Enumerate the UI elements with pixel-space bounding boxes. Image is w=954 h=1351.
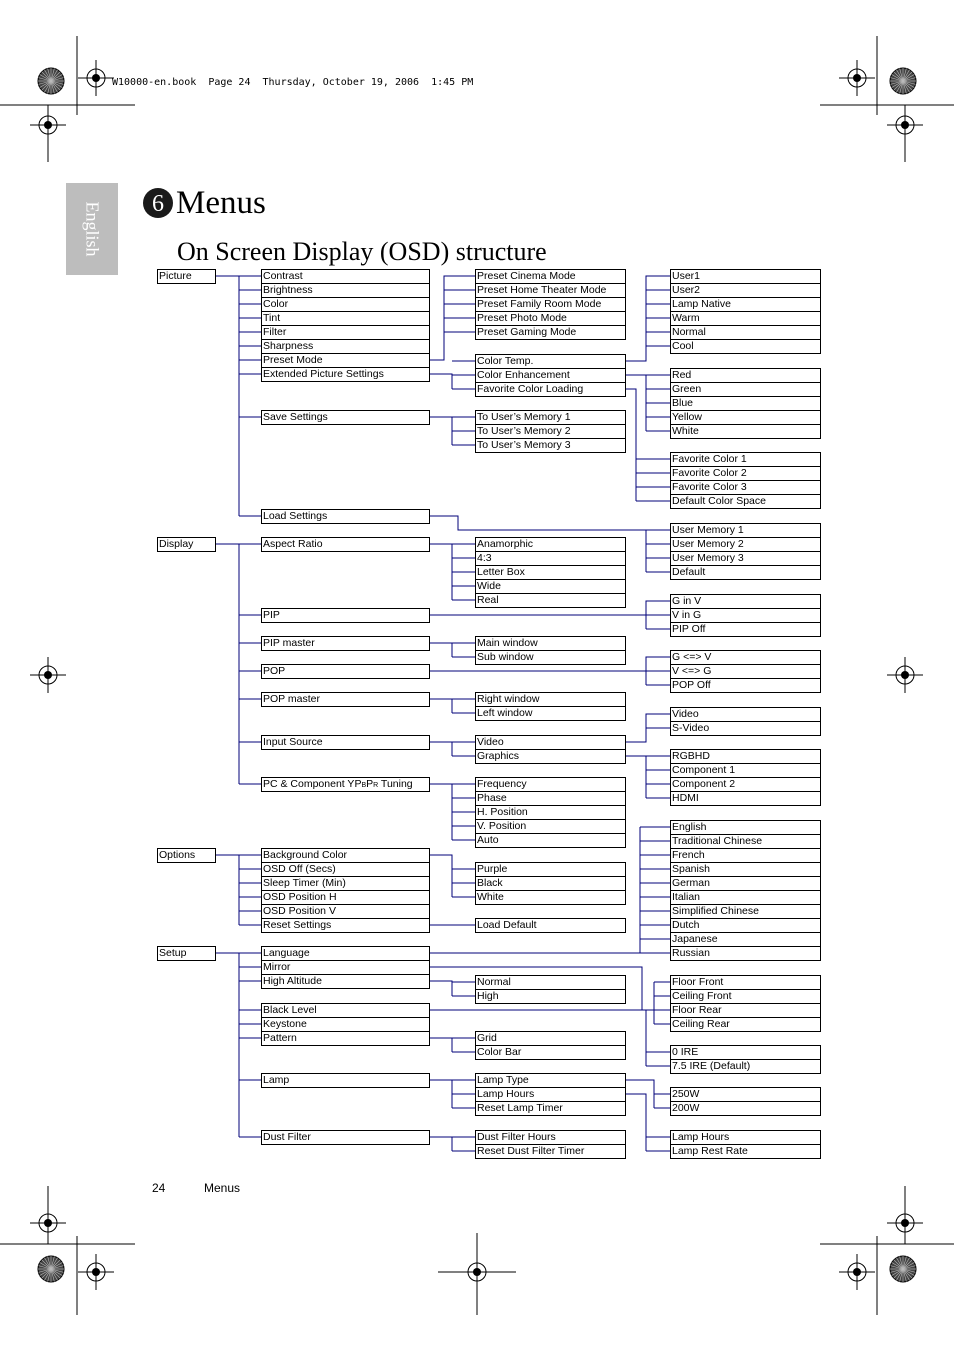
pip-options-item: V in G <box>671 609 820 623</box>
dust-filter-items <box>475 1130 626 1159</box>
options-items-item: Reset Settings <box>263 919 332 931</box>
lamp <box>261 1073 430 1088</box>
setup-items-2 <box>261 1003 430 1046</box>
video-input-options-item: S-Video <box>672 722 710 734</box>
tuning-options-item: Auto <box>477 834 499 846</box>
tuning-label-part: Tuning <box>378 778 413 790</box>
options-items-item: OSD Off (Secs) <box>262 863 429 877</box>
pip-master-options <box>475 636 626 665</box>
pop-options-item: POP Off <box>672 679 711 691</box>
pc-component-tuning-item <box>262 778 429 792</box>
connector-line <box>430 981 452 996</box>
input-source <box>261 735 430 750</box>
menu-options <box>157 848 216 863</box>
setup-items-2-item: Pattern <box>263 1032 297 1044</box>
connector-line <box>430 1038 452 1052</box>
pop-master <box>261 692 430 707</box>
setup-items-2-item: Black Level <box>262 1004 429 1018</box>
language-options-item: English <box>671 821 820 835</box>
color-enhancement-options <box>670 368 821 439</box>
language-options-item: Spanish <box>671 863 820 877</box>
connector-line <box>430 742 452 756</box>
color-enhancement-options-item: Red <box>671 369 820 383</box>
lamp-type-options <box>670 1087 821 1116</box>
connector-line <box>430 855 452 897</box>
menu-picture-item: Picture <box>159 270 192 282</box>
tuning-label-part: P <box>366 778 374 790</box>
mirror-options <box>670 975 821 1032</box>
lamp-hours-options-item: Lamp Hours <box>671 1131 820 1145</box>
tuning-options-item: Phase <box>476 792 625 806</box>
setup-items-item: Language <box>262 947 429 961</box>
language-options-item: Dutch <box>671 919 820 933</box>
picture-items-item: Brightness <box>262 284 429 298</box>
video-input-options-item: Video <box>671 708 820 722</box>
language-options-item: Simplified Chinese <box>671 905 820 919</box>
aspect-ratio-options-item: Anamorphic <box>476 538 625 552</box>
pop-options <box>670 650 821 693</box>
background-color-options-item: Purple <box>476 863 625 877</box>
options-items-item: OSD Position H <box>262 891 429 905</box>
picture-items-item: Preset Mode <box>262 354 429 368</box>
lamp-items-item: Lamp Type <box>476 1074 625 1088</box>
pop-master-options <box>475 692 626 721</box>
lamp-items <box>475 1073 626 1116</box>
save-memory-slots <box>475 410 626 453</box>
pip-item: PIP <box>263 609 280 621</box>
preset-modes-item: Preset Family Room Mode <box>476 298 625 312</box>
dust-filter-items-item: Dust Filter Hours <box>476 1131 625 1145</box>
dust-filter-item: Dust Filter <box>263 1131 311 1143</box>
tuning-label-part: PC & Component YP <box>263 778 362 790</box>
menu-display <box>157 537 216 552</box>
connector-line <box>626 1094 646 1151</box>
input-source-options-item: Graphics <box>477 750 520 762</box>
high-altitude-options-item: Normal <box>476 976 625 990</box>
pop-master-item: POP master <box>263 693 320 705</box>
pop-master-options-item: Right window <box>476 693 625 707</box>
lamp-item: Lamp <box>263 1074 290 1086</box>
tuning-options-item: Frequency <box>476 778 625 792</box>
pip-master <box>261 636 430 651</box>
high-altitude-options <box>475 975 626 1004</box>
save-settings-item: Save Settings <box>263 411 328 423</box>
page-number: 24 <box>152 1181 166 1195</box>
connector-line <box>216 953 239 1137</box>
extended-picture-items-item: Color Temp. <box>476 355 625 369</box>
graphics-input-options <box>670 749 821 806</box>
tuning-label-part: B <box>361 782 367 789</box>
load-default <box>475 918 626 933</box>
color-enhancement-options-item: Green <box>671 383 820 397</box>
options-items-item: OSD Position V <box>262 905 429 919</box>
connector-line <box>430 643 452 657</box>
color-temp-options-item: Cool <box>672 340 694 352</box>
preset-modes-item: Preset Cinema Mode <box>476 270 625 284</box>
menu-setup <box>157 946 216 961</box>
aspect-ratio-item: Aspect Ratio <box>263 538 323 550</box>
favorite-color-options-item: Default Color Space <box>672 495 766 507</box>
graphics-input-options-item: RGBHD <box>671 750 820 764</box>
graphics-input-options-item: HDMI <box>672 792 699 804</box>
tuning-label-part: R <box>373 782 379 789</box>
footer-label: Menus <box>204 1181 241 1195</box>
connector-line <box>430 784 452 840</box>
lamp-type-options-item: 200W <box>672 1102 700 1114</box>
color-enhancement-options-item: Yellow <box>671 411 820 425</box>
black-level-options-item: 0 IRE <box>671 1046 820 1060</box>
tuning-options-item: H. Position <box>476 806 625 820</box>
picture-items-item: Contrast <box>262 270 429 284</box>
color-temp-options <box>670 269 821 354</box>
extended-picture-items-item: Color Enhancement <box>476 369 625 383</box>
lamp-type-options-item: 250W <box>671 1088 820 1102</box>
pop-master-options-item: Left window <box>477 707 533 719</box>
chapter-title: Menus <box>176 185 266 221</box>
connector-line <box>216 544 239 784</box>
aspect-ratio-options <box>475 537 626 608</box>
color-temp-options-item: User2 <box>671 284 820 298</box>
save-memory-slots-item: To User’s Memory 2 <box>476 425 625 439</box>
connector-line <box>430 516 670 530</box>
pip-options <box>670 594 821 637</box>
load-default-item: Load Default <box>477 919 537 931</box>
favorite-color-options-item: Favorite Color 1 <box>671 453 820 467</box>
dust-filter-items-item: Reset Dust Filter Timer <box>477 1145 585 1157</box>
load-settings-item: Load Settings <box>263 510 328 522</box>
language-options <box>670 820 821 961</box>
setup-items-item: High Altitude <box>263 975 322 987</box>
language-tab-label: English <box>82 201 103 257</box>
pop <box>261 664 430 679</box>
load-memory-options-item: User Memory 3 <box>671 552 820 566</box>
load-memory-options-item: Default <box>672 566 706 578</box>
setup-items-item: Mirror <box>262 961 429 975</box>
mirror-options-item: Ceiling Rear <box>672 1018 730 1030</box>
color-enhancement-options-item: Blue <box>671 397 820 411</box>
aspect-ratio-options-item: 4:3 <box>476 552 625 566</box>
preset-modes <box>475 269 626 340</box>
input-source-options <box>475 735 626 764</box>
picture-items-item: Tint <box>262 312 429 326</box>
picture-items <box>261 269 430 382</box>
load-memory-options-item: User Memory 2 <box>671 538 820 552</box>
pattern-options-item: Color Bar <box>477 1046 522 1058</box>
tuning-options-item: V. Position <box>476 820 625 834</box>
graphics-input-options-item: Component 1 <box>671 764 820 778</box>
extended-picture-items <box>475 354 626 397</box>
load-memory-options-item: User Memory 1 <box>671 524 820 538</box>
connector-line <box>430 544 452 600</box>
lamp-hours-options <box>670 1130 821 1159</box>
picture-items-item: Color <box>262 298 429 312</box>
pip-master-options-item: Sub window <box>477 651 534 663</box>
favorite-color-options <box>670 452 821 509</box>
preset-modes-item: Preset Gaming Mode <box>477 326 577 338</box>
connector-line <box>430 374 452 389</box>
preset-modes-item: Preset Home Theater Mode <box>476 284 625 298</box>
mirror-options-item: Floor Rear <box>671 1004 820 1018</box>
language-options-item: Russian <box>672 947 710 959</box>
input-source-item: Input Source <box>263 736 323 748</box>
background-color-options-item: White <box>477 891 504 903</box>
black-level-options <box>670 1045 821 1074</box>
section-title: On Screen Display (OSD) structure <box>177 237 547 266</box>
favorite-color-options-item: Favorite Color 3 <box>671 481 820 495</box>
lamp-items-item: Reset Lamp Timer <box>477 1102 563 1114</box>
color-temp-options-item: Warm <box>671 312 820 326</box>
background-color-options-item: Black <box>476 877 625 891</box>
connector-line <box>216 276 239 516</box>
aspect-ratio <box>261 537 430 552</box>
pop-item: POP <box>263 665 286 677</box>
color-enhancement-options-item: White <box>672 425 699 437</box>
connector-line <box>430 699 452 713</box>
setup-items-2-item: Keystone <box>262 1018 429 1032</box>
print-header: W10000-en.book Page 24 Thursday, October 19, 2006 1:45 PM <box>112 77 474 88</box>
picture-items-item: Sharpness <box>262 340 429 354</box>
save-settings <box>261 410 430 425</box>
pattern-options-item: Grid <box>476 1032 625 1046</box>
connector-line <box>430 417 452 445</box>
chapter-number: 6 <box>143 188 173 218</box>
aspect-ratio-options-item: Letter Box <box>476 566 625 580</box>
save-memory-slots-item: To User’s Memory 1 <box>476 411 625 425</box>
menu-picture <box>157 269 216 284</box>
options-items-item: Background Color <box>262 849 429 863</box>
options-items <box>261 848 430 933</box>
pop-options-item: V <=> G <box>671 665 820 679</box>
language-options-item: German <box>671 877 820 891</box>
aspect-ratio-options-item: Wide <box>476 580 625 594</box>
video-input-options <box>670 707 821 736</box>
input-source-options-item: Video <box>476 736 625 750</box>
connector-line <box>626 756 646 798</box>
pc-component-tuning <box>261 777 430 792</box>
preset-modes-item: Preset Photo Mode <box>476 312 625 326</box>
lamp-hours-options-item: Lamp Rest Rate <box>672 1145 748 1157</box>
picture-items-item: Filter <box>262 326 429 340</box>
aspect-ratio-options-item: Real <box>477 594 499 606</box>
lamp-items-item: Lamp Hours <box>476 1088 625 1102</box>
language-options-item: Traditional Chinese <box>671 835 820 849</box>
connector-line <box>626 389 636 501</box>
pip-options-item: G in V <box>671 595 820 609</box>
color-temp-options-item: Normal <box>671 326 820 340</box>
color-temp-options-item: Lamp Native <box>671 298 820 312</box>
load-memory-options <box>670 523 821 580</box>
dust-filter <box>261 1130 430 1145</box>
picture-items-item: Extended Picture Settings <box>263 368 384 380</box>
tuning-options <box>475 777 626 848</box>
background-color-options <box>475 862 626 905</box>
connector-line <box>430 1080 452 1108</box>
pop-options-item: G <=> V <box>671 651 820 665</box>
connector-line <box>216 855 239 925</box>
graphics-input-options-item: Component 2 <box>671 778 820 792</box>
pip-master-item: PIP master <box>263 637 315 649</box>
options-items-item: Sleep Timer (Min) <box>262 877 429 891</box>
color-temp-options-item: User1 <box>671 270 820 284</box>
connector-line <box>430 1137 452 1151</box>
menu-display-item: Display <box>159 538 194 550</box>
high-altitude-options-item: High <box>477 990 499 1002</box>
menu-setup-item: Setup <box>159 947 187 959</box>
pip-options-item: PIP Off <box>672 623 706 635</box>
save-memory-slots-item: To User’s Memory 3 <box>477 439 571 451</box>
menu-options-item: Options <box>159 849 196 861</box>
extended-picture-items-item: Favorite Color Loading <box>477 383 584 395</box>
language-options-item: Italian <box>671 891 820 905</box>
language-options-item: French <box>671 849 820 863</box>
load-settings <box>261 509 430 524</box>
language-options-item: Japanese <box>671 933 820 947</box>
pip <box>261 608 430 623</box>
black-level-options-item: 7.5 IRE (Default) <box>672 1060 751 1072</box>
pattern-options <box>475 1031 626 1060</box>
mirror-options-item: Floor Front <box>671 976 820 990</box>
mirror-options-item: Ceiling Front <box>671 990 820 1004</box>
favorite-color-options-item: Favorite Color 2 <box>671 467 820 481</box>
setup-items <box>261 946 430 989</box>
pip-master-options-item: Main window <box>476 637 625 651</box>
